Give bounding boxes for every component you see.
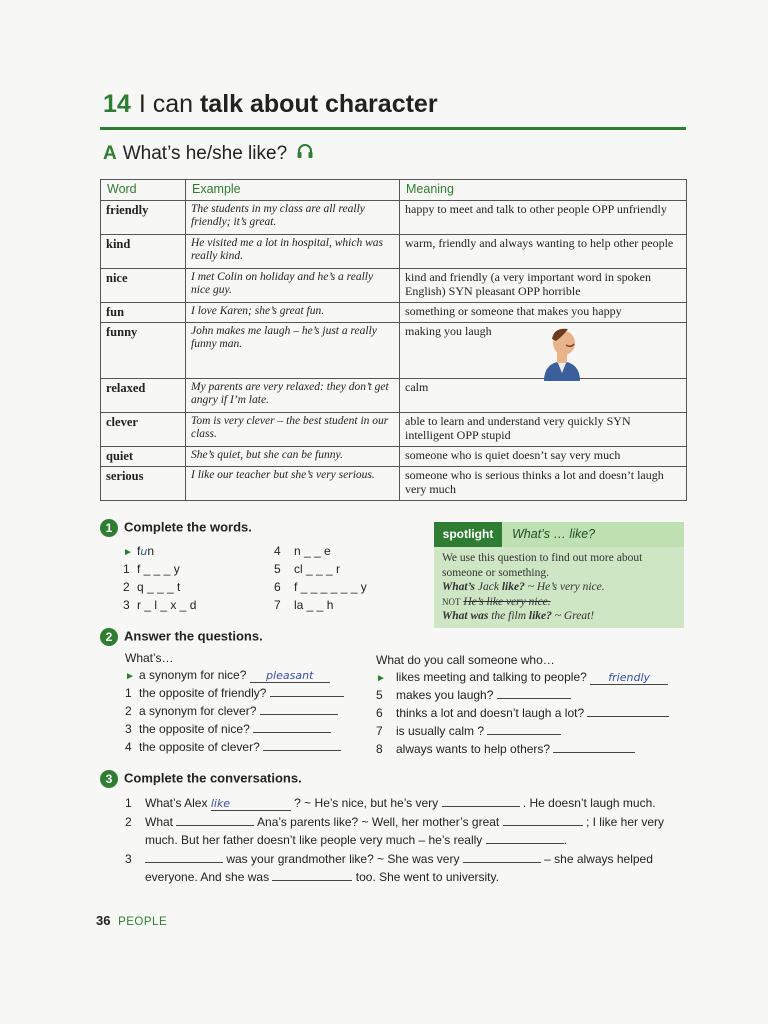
conversation-text: much. But her father doesn’t like people very much – he’s really — [145, 833, 483, 847]
spotlight-example — [442, 609, 676, 624]
spotlight-header — [434, 522, 684, 547]
example-cell: The students in my class are all really friendly; it’s great. — [186, 201, 400, 235]
handwritten-answer: u — [140, 545, 148, 558]
table-row — [101, 467, 687, 501]
conversation-text: Ana’s parents like? ~ Well, her mother’s great — [257, 815, 500, 829]
ex2-item[interactable] — [125, 686, 344, 700]
item-number: 2 — [125, 704, 132, 718]
item-number: 3 — [125, 852, 132, 866]
bold-text: like? — [528, 610, 552, 622]
ex2-item[interactable] — [376, 706, 669, 720]
conversation-text: . He doesn’t laugh much. — [522, 796, 656, 810]
italic-text: ~ Great! — [554, 610, 595, 622]
conversation-2[interactable] — [125, 815, 664, 829]
meaning-text: making you laugh — [405, 324, 492, 338]
ex2-item[interactable] — [376, 742, 635, 756]
question-text: makes you laugh? — [396, 688, 494, 702]
spotlight-tag: spotlight — [434, 522, 502, 547]
item-number: 7 — [274, 598, 281, 612]
bold-text: What was — [442, 610, 489, 622]
letters: n — [147, 544, 155, 558]
table-row — [101, 379, 687, 413]
word-cell: clever — [101, 413, 186, 447]
ex1-item[interactable] — [274, 544, 331, 558]
ex1-item[interactable] — [123, 562, 180, 576]
section-title: What’s he/she like? — [122, 143, 288, 165]
question-text: a synonym for nice? — [139, 668, 247, 682]
word-cell: friendly — [101, 201, 186, 235]
word-cell: serious — [101, 467, 186, 501]
conversation-text: everyone. And she was — [145, 870, 270, 884]
meaning-cell: able to learn and understand very quickly SYN intelligent OPP stupid — [400, 413, 687, 447]
ex2-item[interactable] — [125, 668, 330, 683]
headphones-icon[interactable] — [296, 143, 314, 165]
item-number: 1 — [125, 686, 132, 700]
exercise-number-badge: 2 — [100, 628, 118, 646]
word-cell: fun — [101, 303, 186, 323]
title-rule — [100, 127, 686, 130]
example-arrow-icon: ► — [125, 671, 135, 682]
spotlight-box — [434, 522, 684, 628]
answer-blank[interactable] — [497, 697, 571, 699]
table-row — [101, 201, 687, 235]
page-title — [103, 90, 438, 119]
meaning-cell: warm, friendly and always wanting to help other people — [400, 235, 687, 269]
ex1-item[interactable] — [123, 544, 154, 558]
exercise-title: Answer the questions. — [124, 628, 263, 644]
example-arrow-icon: ► — [376, 673, 386, 684]
unit-number: 14 — [103, 90, 131, 118]
title-bold: talk about character — [199, 90, 438, 118]
example-arrow-icon: ► — [123, 547, 133, 558]
exercise-number-badge: 1 — [100, 519, 118, 537]
header-meaning: Meaning — [400, 180, 687, 201]
title-pre: I can — [138, 90, 194, 118]
ex2-item[interactable] — [125, 722, 331, 736]
example-cell: He visited me a lot in hospital, which was really kind. — [186, 235, 400, 269]
question-text: thinks a lot and doesn’t laugh a lot? — [396, 706, 585, 720]
laughing-man-illustration — [538, 323, 586, 385]
item-number: 1 — [123, 562, 130, 576]
exercise-number-badge: 3 — [100, 770, 118, 788]
ex2-left-heading: What’s… — [125, 651, 174, 665]
item-number: 3 — [123, 598, 130, 612]
conversation-2-cont[interactable] — [145, 833, 567, 847]
answer-blank[interactable] — [553, 751, 635, 753]
item-number: 5 — [376, 688, 383, 702]
meaning-cell: someone who is quiet doesn’t say very much — [400, 447, 687, 467]
handwritten-answer: pleasant — [250, 669, 330, 683]
meaning-cell: someone who is serious thinks a lot and doesn’t laugh very much — [400, 467, 687, 501]
conversation-text: ? ~ He’s nice, but he’s very — [294, 796, 439, 810]
meaning-cell: something or someone that makes you happy — [400, 303, 687, 323]
spotlight-line: someone or something. — [442, 566, 549, 579]
table-header-row — [101, 180, 687, 201]
letters: f — [137, 544, 141, 558]
meaning-cell: calm — [400, 379, 687, 413]
answer-blank[interactable] — [253, 731, 331, 733]
question-text: is usually calm ? — [396, 724, 485, 738]
bold-text: like? — [501, 581, 525, 593]
spotlight-not-example — [442, 595, 676, 610]
word-cell: nice — [101, 269, 186, 303]
spotlight-body — [434, 547, 684, 628]
word-cell: relaxed — [101, 379, 186, 413]
vocabulary-table — [100, 179, 687, 501]
conversation-text: . — [563, 833, 567, 847]
spotlight-title: What’s … like? — [512, 527, 596, 541]
question-text: always wants to help others? — [396, 742, 551, 756]
table-row — [101, 303, 687, 323]
item-number: 6 — [376, 706, 383, 720]
example-cell: My parents are very relaxed: they don’t get angry if I’m late. — [186, 379, 400, 413]
example-cell: I like our teacher but she’s very serious. — [186, 467, 400, 501]
word-puzzle: f _ _ _ _ _ _ y — [294, 580, 367, 594]
header-example: Example — [186, 180, 400, 201]
exercise-1-heading — [100, 519, 252, 537]
ex1-item[interactable] — [123, 598, 196, 612]
ex2-item[interactable] — [376, 670, 668, 685]
conversation-text: – she always helped — [544, 852, 653, 866]
meaning-cell: kind and friendly (a very important word in spoken English) SYN pleasant OPP horrible — [400, 269, 687, 303]
spotlight-example — [442, 580, 676, 595]
item-number: 1 — [125, 796, 132, 810]
word-cell: quiet — [101, 447, 186, 467]
answer-blank[interactable] — [587, 715, 669, 717]
answer-blank[interactable] — [270, 695, 344, 697]
meaning-cell: happy to meet and talk to other people OPP unfriendly — [400, 201, 687, 235]
word-puzzle: f _ _ _ y — [137, 562, 180, 576]
section-name: PEOPLE — [118, 916, 168, 928]
answer-blank[interactable] — [486, 842, 564, 844]
meaning-cell-funny — [400, 323, 687, 379]
conversation-text: What — [145, 815, 174, 829]
word-puzzle: cl _ _ _ r — [294, 562, 341, 576]
struck-text: He’s like very nice. — [463, 595, 551, 608]
conversation-text: too. She went to university. — [355, 870, 499, 884]
answer-blank[interactable] — [487, 733, 561, 735]
word-cell: funny — [101, 323, 186, 379]
word-cell: kind — [101, 235, 186, 269]
ex2-item[interactable] — [125, 740, 341, 754]
page-footer — [96, 913, 167, 928]
ex1-item[interactable] — [274, 562, 340, 576]
header-word: Word — [101, 180, 186, 201]
conversation-text: What’s Alex — [145, 796, 208, 810]
italic-text: Jack — [477, 581, 499, 593]
answer-blank[interactable] — [272, 879, 352, 881]
question-text: the opposite of nice? — [139, 722, 250, 736]
ex2-item[interactable] — [125, 704, 338, 718]
example-cell: Tom is very clever – the best student in our class. — [186, 413, 400, 447]
spotlight-line: We use this question to find out more about — [442, 552, 643, 564]
question-text: the opposite of clever? — [139, 740, 260, 754]
section-letter: A — [103, 143, 117, 165]
conversation-3[interactable] — [125, 852, 653, 866]
exercise-3-heading — [100, 770, 302, 788]
answer-blank[interactable] — [442, 805, 520, 807]
ex2-item[interactable] — [376, 688, 571, 702]
conversation-text: ; I like her very — [585, 815, 664, 829]
example-cell: I met Colin on holiday and he’s a really nice guy. — [186, 269, 400, 303]
table-row — [101, 413, 687, 447]
table-row — [101, 269, 687, 303]
handwritten-answer: friendly — [590, 671, 668, 685]
answer-blank[interactable] — [263, 749, 341, 751]
not-label: NOT — [442, 596, 461, 607]
handwritten-answer: like — [211, 797, 291, 811]
example-cell: I love Karen; she’s great fun. — [186, 303, 400, 323]
ex2-right-heading: What do you call someone who… — [376, 653, 555, 667]
item-number: 3 — [125, 722, 132, 736]
question-text: a synonym for clever? — [139, 704, 257, 718]
section-heading — [103, 143, 314, 165]
word-puzzle: q _ _ _ t — [137, 580, 181, 594]
question-text: likes meeting and talking to people? — [396, 670, 587, 684]
item-number: 5 — [274, 562, 281, 576]
example-cell: She’s quiet, but she can be funny. — [186, 447, 400, 467]
answer-blank[interactable] — [145, 861, 223, 863]
item-number: 7 — [376, 724, 383, 738]
bold-text: What’s — [442, 581, 476, 593]
ex1-item[interactable] — [123, 580, 180, 594]
table-row — [101, 323, 687, 379]
conversation-text: was your grandmother like? ~ She was very — [226, 852, 460, 866]
word-puzzle: la _ _ h — [294, 598, 334, 612]
conversation-3-cont[interactable] — [145, 870, 499, 884]
exercise-title: Complete the conversations. — [124, 770, 302, 786]
table-row — [101, 235, 687, 269]
item-number: 6 — [274, 580, 281, 594]
answer-blank[interactable] — [176, 824, 254, 826]
example-cell: John makes me laugh – he’s just a really funny man. — [186, 323, 400, 379]
exercise-2-heading — [100, 628, 263, 646]
ex2-item[interactable] — [376, 724, 561, 738]
exercise-title: Complete the words. — [124, 519, 252, 535]
answer-blank[interactable] — [260, 713, 338, 715]
answer-blank[interactable] — [463, 861, 541, 863]
table-row — [101, 447, 687, 467]
item-number: 4 — [274, 544, 281, 558]
item-number: 4 — [125, 740, 132, 754]
conversation-1[interactable] — [125, 796, 656, 811]
word-puzzle: n _ _ e — [294, 544, 331, 558]
item-number: 8 — [376, 742, 383, 756]
answer-blank[interactable] — [503, 824, 583, 826]
italic-text: the film — [491, 610, 527, 622]
ex1-item[interactable] — [274, 580, 367, 594]
item-number: 2 — [123, 580, 130, 594]
italic-text: ~ He’s very nice. — [527, 581, 605, 593]
page-number: 36 — [96, 913, 111, 928]
question-text: the opposite of friendly? — [139, 686, 267, 700]
ex1-item[interactable] — [274, 598, 333, 612]
item-number: 2 — [125, 815, 132, 829]
word-puzzle: r _ l _ x _ d — [137, 598, 197, 612]
